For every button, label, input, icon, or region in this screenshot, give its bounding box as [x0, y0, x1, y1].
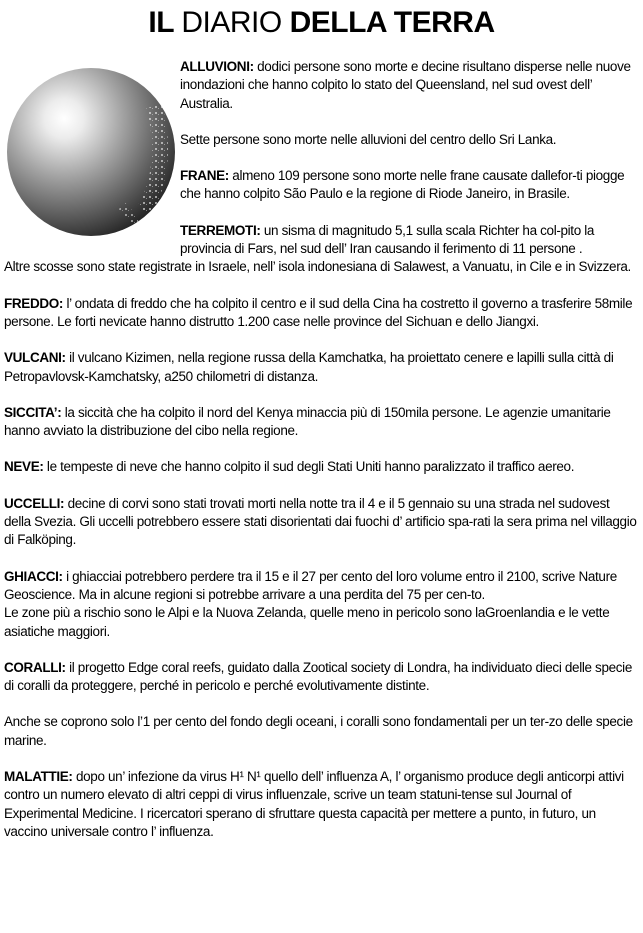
paragraph-ghiacci: GHIACCI: i ghiacciai potrebbero perdere tra il 15 e il 27 per cento del loro volume entro il 2100, scrive Nature Geoscience. Ma in alcune regioni si potrebbe arrivare a una perdita del 75 per cen-to. — [4, 568, 617, 602]
article-body — [4, 58, 637, 841]
paragraph-freddo: FREDDO: l’ ondata di freddo che ha colpito il centro e il sud della Cina ha costretto il governo a trasferire 58mile persone. Le forti nevicate hanno distrutto 1.200 case nelle province del Sichuan e dello Jiangxi. — [4, 295, 633, 329]
paragraph-uccelli: UCCELLI: decine di corvi sono stati trovati morti nella notte tra il 4 e il 5 gennaio su una strada nel sudovest della Svezia. Gli uccelli potrebbero essere stati disorientati dai fuochi d’ artificio spa-rati la sera prima nel villaggio di Falköping. — [4, 495, 637, 548]
page-title — [0, 4, 643, 42]
paragraph-zone-rischio: Le zone più a rischio sono le Alpi e la Nuova Zelanda, quelle meno in pericolo sono laGroenlandia e le vette asiatiche maggiori. — [4, 605, 610, 639]
title-part-diario: DIARIO — [181, 6, 282, 39]
paragraph-coralli-oceani: Anche se coprono solo l’1 per cento del fondo degli oceani, i coralli sono fondamentali per un ter-zo delle specie marine. — [4, 714, 633, 748]
paragraph-frane: FRANE: almeno 109 persone sono morte nelle frane causate dallefor-ti piogge che hanno colpito São Paulo e la regione di Riode Janeiro, in Brasile. — [180, 168, 625, 202]
paragraph-sri-lanka: Sette persone sono morte nelle alluvioni del centro dello Sri Lanka. — [180, 131, 557, 147]
paragraph-siccita: SICCITA’: la siccità che ha colpito il nord del Kenya minaccia più di 150mila persone. Le agenzie umanitarie hanno avviato la distribuzione del cibo nella regione. — [4, 404, 611, 439]
paragraph-vulcani: VULCANI: il vulcano Kizimen, nella regione russa della Kamchatka, ha proiettato cenere e lapilli sulla città di Petropavlovsk-Kamchatsky, a250 chilometri di distanza. — [4, 350, 614, 384]
title-part-il: IL — [148, 6, 174, 39]
image-spacer — [4, 58, 180, 250]
paragraph-neve: NEVE: le tempeste di neve che hanno colpito il sud degli Stati Uniti hanno paralizzato il traffico aereo. — [4, 459, 575, 475]
paragraph-terremoti: TERREMOTI: un sisma di magnitudo 5,1 sulla scala Richter ha col-pito la provincia di Fars, nel sud dell’ Iran causando il ferimento di 11 persone . — [180, 222, 595, 257]
title-part-della-terra: DELLA TERRA — [289, 6, 495, 39]
paragraph-alluvioni: ALLUVIONI: dodici persone sono morte e decine risultano disperse nelle nuove inondazioni che hanno colpito lo stato del Queensland, nel sud ovest dell’ Australia. — [180, 59, 631, 111]
paragraph-altre-scosse: Altre scosse sono state registrate in Israele, nell’ isola indonesiana di Salawest, a Vanuatu, in Cile e in Svizzera. — [4, 259, 631, 275]
paragraph-malattie: MALATTIE: dopo un’ infezione da virus H¹ N¹ quello dell’ influenza A, l’ organismo produce degli anticorpi attivi contro un numero elevato di altri ceppi di virus influenzale, scrive un team statuni-tense sul Journal of Experimental Medicine. I ricercatori sperano di sfruttare questa capacità per mettere a punto, in futuro, un vaccino universale contro l’ influenza. — [4, 769, 624, 839]
paragraph-coralli: CORALLI: il progetto Edge coral reefs, guidato dalla Zootical society di Londra, ha individuato dieci delle specie di coralli da proteggere, perché in pericolo e perché evolutivamente distinte. — [4, 659, 632, 694]
